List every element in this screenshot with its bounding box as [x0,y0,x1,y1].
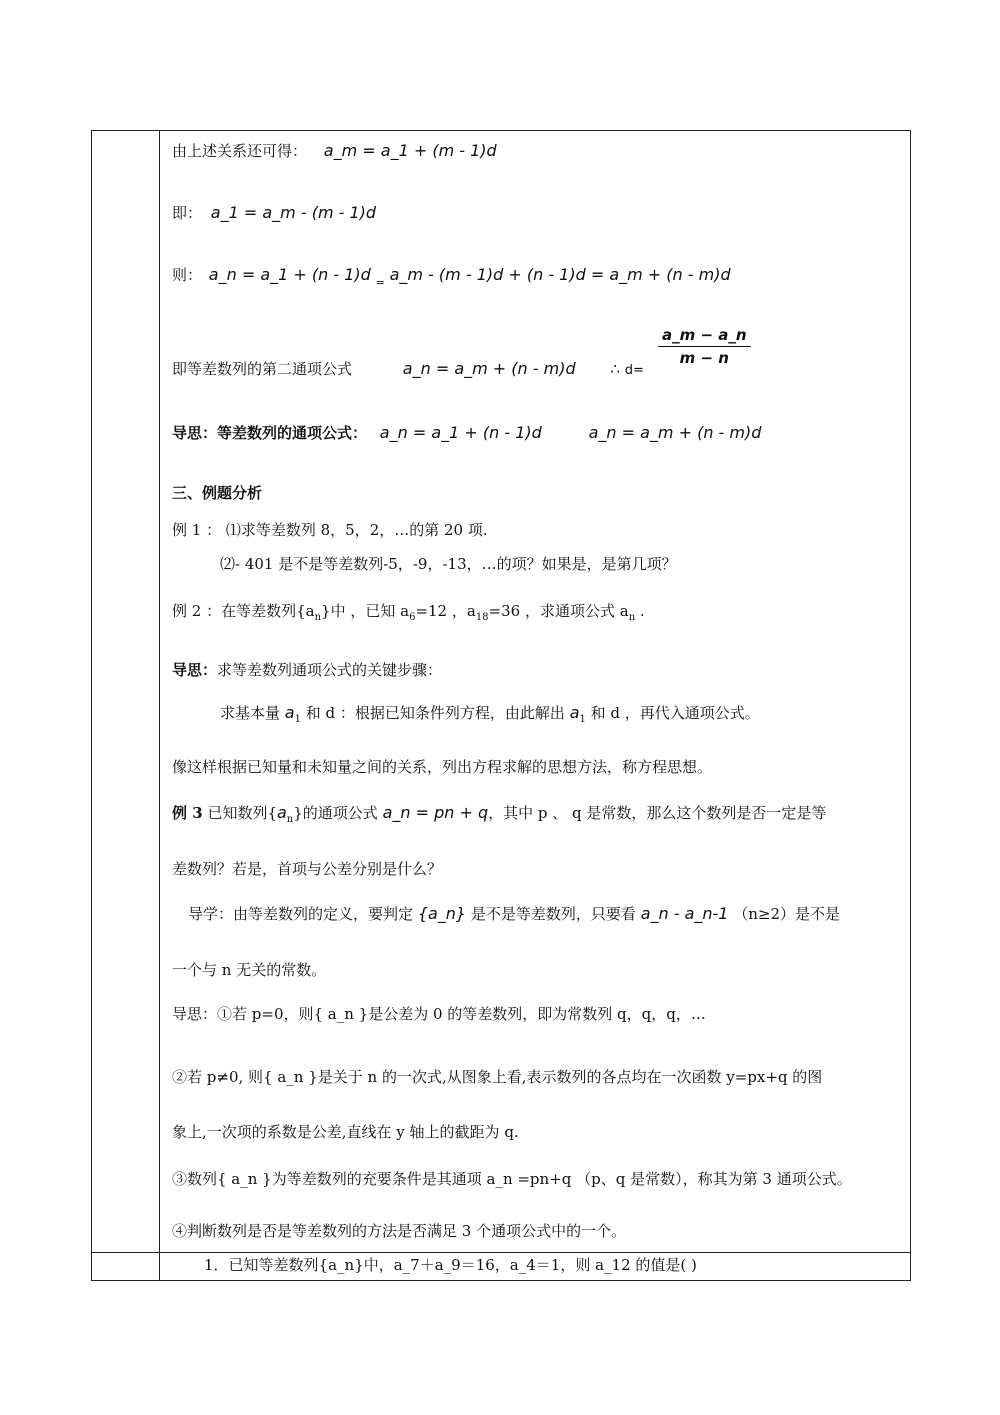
guide-steps-line: 导思：求等差数列通项公式的关键步骤： [172,661,443,679]
guide-formula-line: 导思：等差数列的通项公式： a_n = a_1 + (n - 1)d a_n = a_m + (n - m)d [172,423,762,442]
formula-second: a_n = a_m + (n - m)d [588,423,762,442]
think-point-2-line-2: 象上,一次项的系数是公差,直线在 y 轴上的截距为 q. [172,1123,519,1141]
formula-an-a1: a_n = a_1 + (n - 1)d [208,265,371,284]
equation-method-line: 像这样根据已知量和未知量之间的关系，列出方程求解的思想方法，称方程思想。 [172,758,713,776]
formula-am: a_m = a_1 + (m - 1)d [323,141,497,160]
guide-learning-line-1: 导学：由等差数列的定义，要判定 {a_n} 是不是等差数列，只要看 a_n - a_n-1 （n≥2）是不是 [188,904,841,923]
example-2: 例 2 ：在等差数列$\{a_n\}$中 ，已知 $a_6=12$ ，$a_{18}=36$ ，求通项公式 $a_n$ . [172,602,645,623]
example-3-line-2: 差数列？若是，首项与公差分别是什么？ [172,860,443,878]
second-formula: a_n = a_m + (n - m)d [402,359,576,378]
guide-learning-line-2: 一个与 n 无关的常数。 [172,961,327,979]
think-point-4: ④判断数列是否是等差数列的方法是否满足 3 个通项公式中的一个。 [172,1222,627,1240]
think-point-3: ③数列{ a_n }为等差数列的充要条件是其通项 a_n =pn+q （p、q 是常数），称其为第 3 通项公式。 [172,1170,852,1188]
basic-quantities-line: 求基本量 $a_1$ 和 d ：根据已知条件列方程，由此解出 $a_1$ 和 d ，再代入通项公式。 [220,703,760,725]
formula-pn-q: a_n = pn + q [382,803,489,822]
formula-first: a_n = a_1 + (n - 1)d [379,423,542,442]
table-row-divider [91,1252,910,1253]
d-fraction: $\frac{a\_m - a\_n}{m - n}$ [658,326,751,367]
relation-a1-line: 即： a_1 = a_m - (m - 1)d [172,203,377,222]
exercise-question-1: 1．已知等差数列{a_n}中，a_7＋a_9＝16，a_4＝1，则 a_12 的值是( ) [204,1256,697,1274]
section-examples-heading: 三、例题分析 [172,484,263,502]
example-1-part-2: ⑵- 401 是不是等差数列-5，-9，-13，…的项？如果是，是第几项？ [220,555,677,573]
think-point-2-line-1: ②若 p≠0, 则{ a_n }是关于 n 的一次式,从图象上看,表示数列的各点均在一次函数 y=px+q 的图 [172,1068,823,1086]
table-column-divider [159,130,160,1280]
second-formula-line: 即等差数列的第二通项公式 a_n = a_m + (n - m)d ∴ d= [172,359,644,378]
example-3-line-1: 例 3 已知数列$\{a_n\}$的通项公式 a_n = pn + q，其中 p 、 q 是常数，那么这个数列是否一定是等 [172,803,827,825]
therefore-symbol: ∴ [610,360,620,378]
relation-an-line: 则： a_n = a_1 + (n - 1)d $_=$ a_m - (m - 1)d + (n - 1)d = a_m + (n - m)d [172,265,731,289]
formula-an-am: a_m - (m - 1)d + (n - 1)d = a_m + (n - m)d [389,265,731,284]
example-1-part-1: 例 1 ： ⑴求等差数列 8，5，2，…的第 20 项. [172,521,488,539]
relation-derived-line: 由上述关系还可得： a_m = a_1 + (m - 1)d [172,141,497,160]
formula-a1: a_1 = a_m - (m - 1)d [210,203,377,222]
think-point-1: 导思：①若 p=0，则{ a_n }是公差为 0 的等差数列，即为常数列 q，q，q，… [172,1005,706,1023]
